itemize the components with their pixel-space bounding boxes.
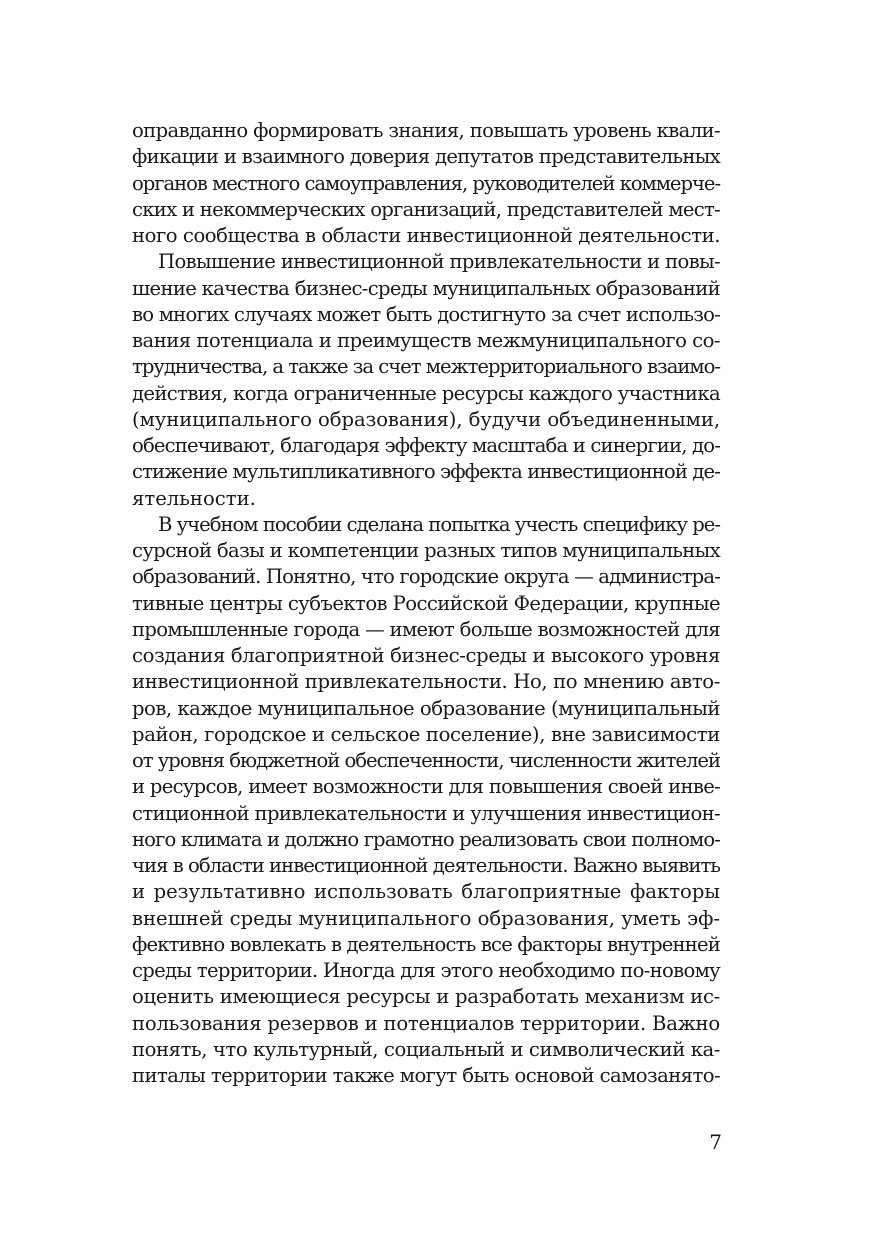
text-line: создания благоприятной бизнес-среды и высокого уровня xyxy=(132,644,721,667)
text-line: внешней среды муниципального образования, уметь эф- xyxy=(132,906,720,930)
text-line: ного климата и должно грамотно реализовать свои полномо- xyxy=(132,827,720,851)
text-line: стижение мультипликативного эффекта инвестиционной де- xyxy=(132,460,721,484)
text-line: промышленные города — имеют больше возможностей для xyxy=(132,617,720,641)
text-line: понять, что культурный, социальный и символический ка- xyxy=(132,1037,720,1061)
text-line: оценить имеющиеся ресурсы и разработать механизм ис- xyxy=(132,985,720,1009)
text-line: фективно вовлекать в деятельность все факторы внутренней xyxy=(132,932,720,956)
text-line: от уровня бюджетной обеспеченности, численности жителей xyxy=(132,749,721,772)
text-line: В учебном пособии сделана попытка учесть специфику ре- xyxy=(158,512,721,536)
text-line: органов местного самоуправления, руководителей коммерче- xyxy=(132,171,721,195)
text-line: образований. Понятно, что городские округа — администра- xyxy=(132,565,721,589)
text-line: обеспечивают, благодаря эффекту масштаба и синергии, до- xyxy=(132,434,720,457)
text-line: ров, каждое муниципальное образование (муниципальный xyxy=(132,696,720,720)
text-line: питалы территории также могут быть основой самозанято- xyxy=(132,1064,720,1087)
text-line: стиционной привлекательности и улучшения инвестицион- xyxy=(132,801,721,825)
text-line: ских и некоммерческих организаций, представителей мест- xyxy=(132,197,721,221)
text-line: чия в области инвестиционной деятельности. Важно выявить xyxy=(132,854,721,877)
text-line: Повышение инвестиционной привлекательности и повы- xyxy=(158,250,720,274)
paragraph-2 xyxy=(132,249,720,512)
text-line: и результативно использовать благоприятные факторы xyxy=(132,880,720,904)
text-line: оправданно формировать знания, повышать уровень квали- xyxy=(132,119,720,142)
paragraph-1 xyxy=(132,118,720,249)
text-line: вания потенциала и преимуществ межмуниципального со- xyxy=(132,329,720,352)
paragraph-3 xyxy=(132,512,720,1090)
text-line: пользования резервов и потенциалов территории. Важно xyxy=(132,1011,720,1035)
text-line: фикации и взаимного доверия депутатов представительных xyxy=(132,145,720,169)
text-line: район, городское и сельское поселение), вне зависимости xyxy=(132,722,721,746)
text-line: шение качества бизнес-среды муниципальных образований xyxy=(132,276,720,300)
text-line: тивные центры субъектов Российской Федерации, крупные xyxy=(132,591,721,615)
text-line: действия, когда ограниченные ресурсы каждого участника xyxy=(132,381,720,405)
text-line: трудничества, а также за счет межтерриториального взаимо- xyxy=(132,355,720,379)
text-line: во многих случаях может быть достигнуто за счет использо- xyxy=(132,302,721,326)
text-line: ного сообщества в области инвестиционной деятельности. xyxy=(132,224,720,247)
text-line: и ресурсов, имеет возможности для повышения своей инве- xyxy=(132,775,720,799)
page-number: 7 xyxy=(709,1130,722,1154)
body-text xyxy=(132,118,720,1089)
text-line: ятельности. xyxy=(132,486,256,510)
text-line: среды территории. Иногда для этого необходимо по-новому xyxy=(132,959,720,982)
text-line: (муниципального образования), будучи объединенными, xyxy=(132,407,720,431)
text-line: сурсной базы и компетенции разных типов муниципальных xyxy=(132,539,721,562)
text-line: инвестиционной привлекательности. Но, по мнению авто- xyxy=(132,670,720,694)
